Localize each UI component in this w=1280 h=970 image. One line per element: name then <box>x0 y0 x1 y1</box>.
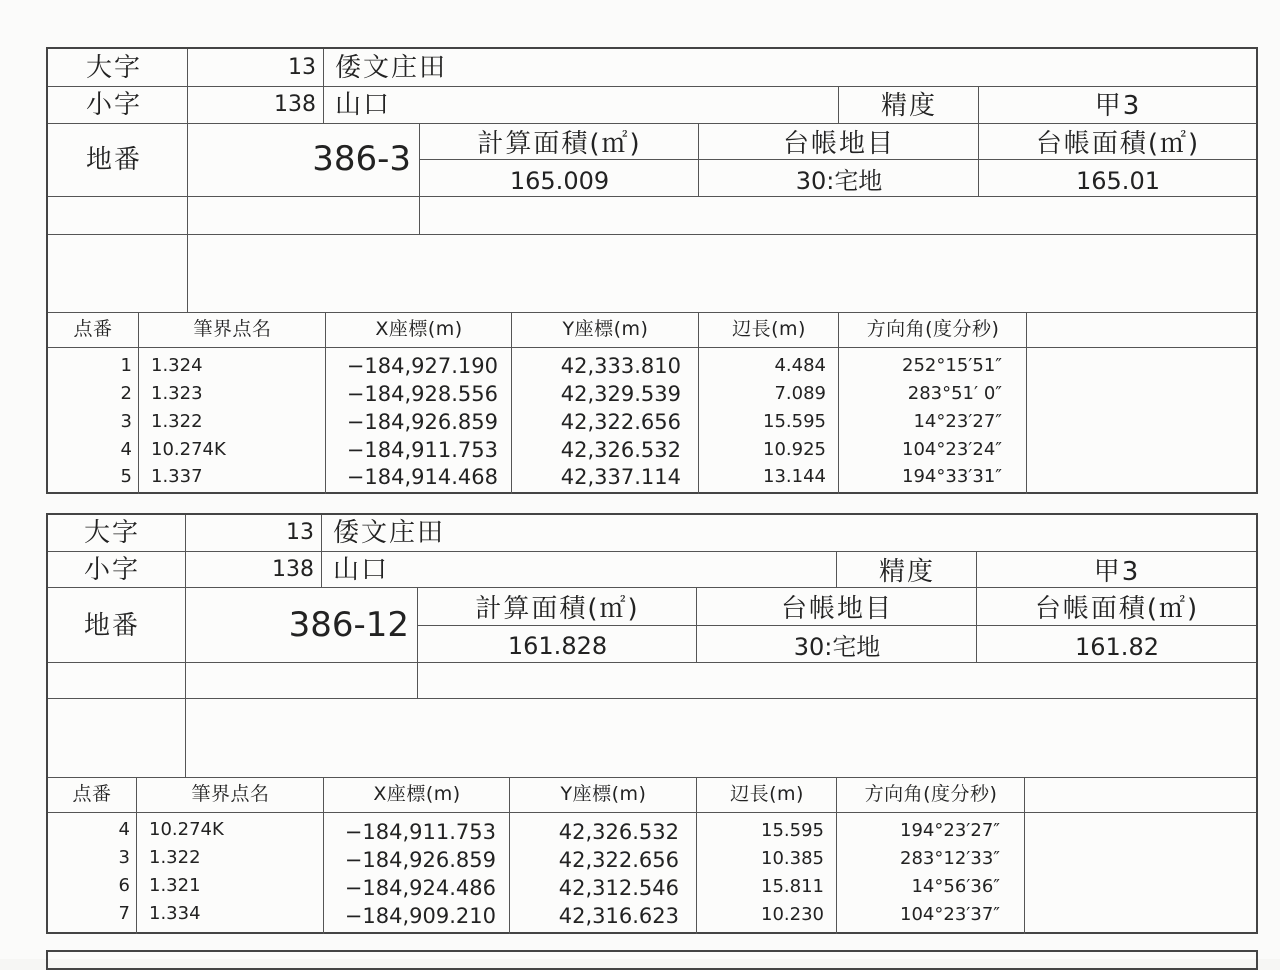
koaza-code: 138 <box>272 557 314 582</box>
point-y: 42,312.546 <box>558 876 679 900</box>
chiban-label: 地番 <box>86 145 143 175</box>
koaza-name: 山口 <box>335 90 392 120</box>
keisan-menseki-value: 165.009 <box>509 167 610 195</box>
point-name: 1.337 <box>151 466 203 487</box>
col-x: X座標(m) <box>373 783 461 805</box>
keisan-menseki-label: 計算面積(㎡) <box>475 594 640 624</box>
point-name: 1.323 <box>151 383 203 404</box>
point-no: 6 <box>118 875 130 896</box>
point-name: 1.321 <box>149 875 201 896</box>
point-angle: 194°33′31″ <box>902 466 1002 487</box>
point-len: 13.144 <box>763 466 826 487</box>
keisan-menseki-label: 計算面積(㎡) <box>477 129 642 159</box>
daicho-menseki-value: 165.01 <box>1076 167 1160 195</box>
point-y: 42,333.810 <box>560 354 681 378</box>
point-x: −184,911.753 <box>346 438 498 462</box>
point-no: 3 <box>118 847 130 868</box>
point-y: 42,326.532 <box>558 820 679 844</box>
point-angle: 283°12′33″ <box>900 848 1000 869</box>
point-name: 1.324 <box>151 355 203 376</box>
col-tenban: 点番 <box>73 318 113 340</box>
point-x: −184,927.190 <box>346 354 498 378</box>
col-hokokaku: 方向角(度分秒) <box>866 318 1000 340</box>
point-y: 42,322.656 <box>560 410 681 434</box>
oaza-label: 大字 <box>86 53 143 83</box>
daicho-menseki-value: 161.82 <box>1075 633 1159 661</box>
col-hencho: 辺長(m) <box>732 318 806 340</box>
oaza-code: 13 <box>288 55 316 80</box>
seido-value: 甲3 <box>1093 557 1141 587</box>
point-name: 10.274K <box>151 439 226 460</box>
col-hikkai: 筆界点名 <box>191 783 270 805</box>
daicho-chimoku-label: 台帳地目 <box>782 129 895 159</box>
col-tenban: 点番 <box>72 783 112 805</box>
keisan-menseki-value: 161.828 <box>507 632 608 660</box>
daicho-menseki-label: 台帳面積(㎡) <box>1034 594 1200 624</box>
point-x: −184,914.468 <box>346 465 498 489</box>
point-len: 10.925 <box>763 439 826 460</box>
point-no: 1 <box>120 355 132 376</box>
point-x: −184,909.210 <box>344 904 496 928</box>
col-y: Y座標(m) <box>562 318 649 340</box>
col-x: X座標(m) <box>375 318 463 340</box>
seido-value: 甲3 <box>1094 91 1142 121</box>
col-hencho: 辺長(m) <box>730 783 804 805</box>
point-len: 10.230 <box>761 904 824 925</box>
point-len: 10.385 <box>761 848 824 869</box>
col-hokokaku: 方向角(度分秒) <box>864 783 998 805</box>
point-len: 15.595 <box>761 820 824 841</box>
point-x: −184,924.486 <box>344 876 496 900</box>
point-len: 4.484 <box>774 355 826 376</box>
seido-label: 精度 <box>878 557 935 587</box>
point-y: 42,329.539 <box>560 382 681 406</box>
point-angle: 283°51′ 0″ <box>907 383 1002 404</box>
koaza-name: 山口 <box>333 555 390 585</box>
point-angle: 104°23′24″ <box>902 439 1002 460</box>
point-angle: 194°23′27″ <box>900 820 1000 841</box>
oaza-label: 大字 <box>84 518 141 548</box>
point-no: 3 <box>120 411 132 432</box>
point-angle: 14°56′36″ <box>911 876 1000 897</box>
oaza-name: 倭文庄田 <box>335 53 448 83</box>
parcel-record-1 <box>46 47 1258 494</box>
chiban-label: 地番 <box>84 611 141 641</box>
point-x: −184,926.859 <box>344 848 496 872</box>
point-angle: 252°15′51″ <box>902 355 1002 376</box>
parcel-record-3-partial <box>46 950 1258 970</box>
point-name: 1.322 <box>149 847 201 868</box>
point-y: 42,316.623 <box>558 904 679 928</box>
point-name: 1.334 <box>149 903 201 924</box>
koaza-code: 138 <box>274 92 316 117</box>
chiban-value: 386-12 <box>288 605 409 645</box>
point-no: 4 <box>120 439 132 460</box>
koaza-label: 小字 <box>86 90 143 120</box>
point-no: 7 <box>118 903 130 924</box>
point-len: 15.595 <box>763 411 826 432</box>
point-len: 15.811 <box>761 876 824 897</box>
oaza-name: 倭文庄田 <box>333 518 446 548</box>
daicho-menseki-label: 台帳面積(㎡) <box>1035 129 1201 159</box>
col-hikkai: 筆界点名 <box>193 318 272 340</box>
col-y: Y座標(m) <box>560 783 647 805</box>
point-name: 10.274K <box>149 819 224 840</box>
point-name: 1.322 <box>151 411 203 432</box>
oaza-code: 13 <box>286 520 314 545</box>
chiban-value: 386-3 <box>312 139 411 179</box>
daicho-chimoku-value: 30:宅地 <box>795 167 883 195</box>
daicho-chimoku-value: 30:宅地 <box>793 633 881 661</box>
seido-label: 精度 <box>880 91 937 121</box>
point-x: −184,926.859 <box>346 410 498 434</box>
point-y: 42,337.114 <box>560 465 681 489</box>
point-no: 2 <box>120 383 132 404</box>
point-angle: 104°23′37″ <box>900 904 1000 925</box>
point-y: 42,322.656 <box>558 848 679 872</box>
point-angle: 14°23′27″ <box>913 411 1002 432</box>
point-len: 7.089 <box>774 383 826 404</box>
point-x: −184,911.753 <box>344 820 496 844</box>
point-y: 42,326.532 <box>560 438 681 462</box>
point-x: −184,928.556 <box>346 382 498 406</box>
point-no: 5 <box>120 466 132 487</box>
daicho-chimoku-label: 台帳地目 <box>780 594 893 624</box>
point-no: 4 <box>118 819 130 840</box>
parcel-record-2 <box>46 513 1258 934</box>
koaza-label: 小字 <box>84 555 141 585</box>
